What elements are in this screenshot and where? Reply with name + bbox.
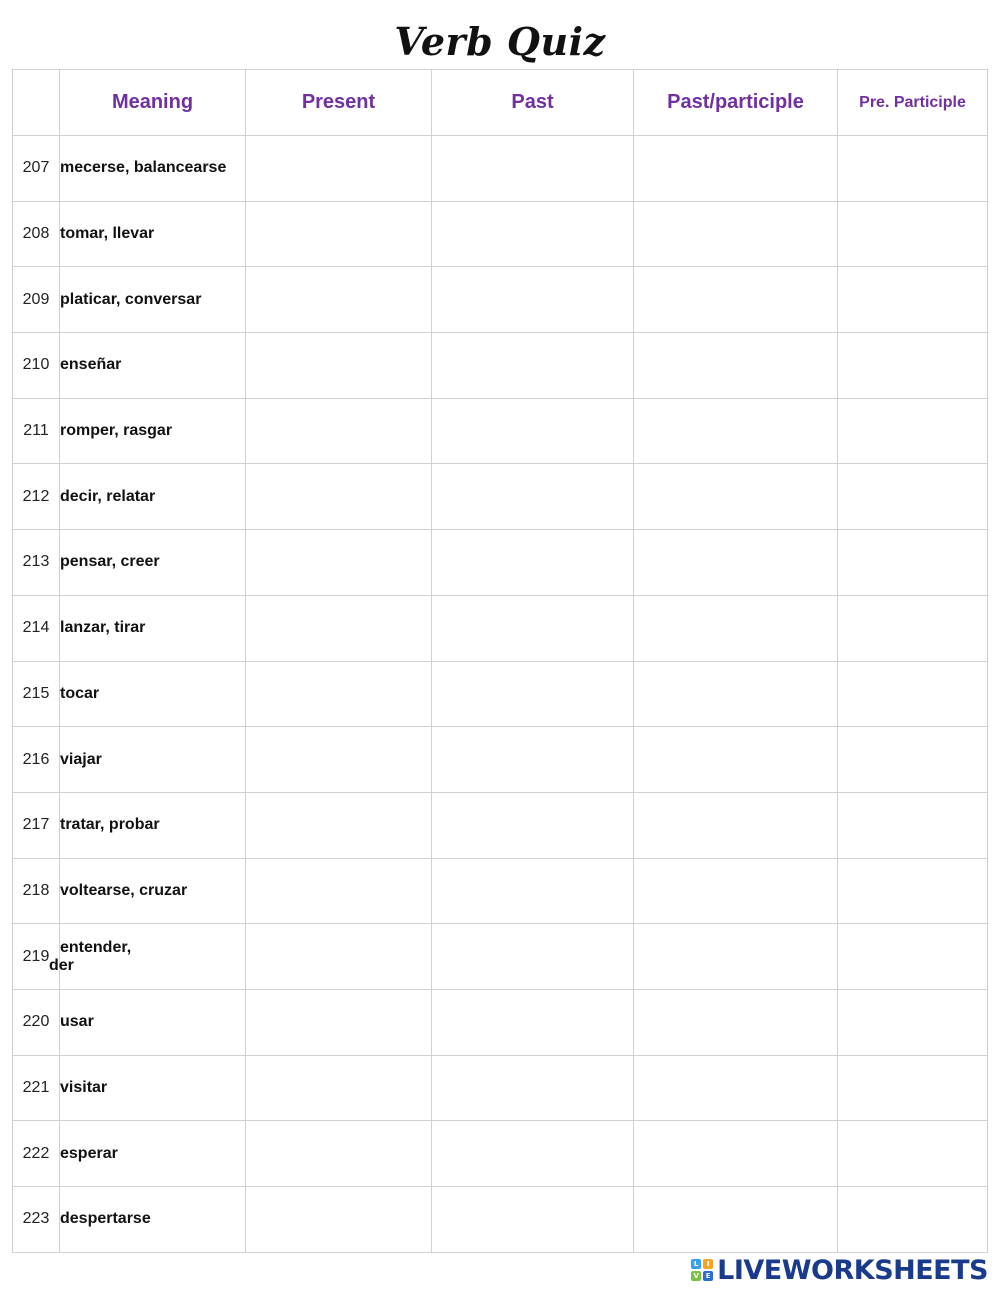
meaning-cell: [60, 727, 246, 793]
row-number: 213: [13, 530, 60, 596]
meaning-text: visitar: [60, 1078, 108, 1096]
present-answer-cell[interactable]: [246, 792, 432, 858]
past-participle-answer-cell[interactable]: [634, 1187, 838, 1253]
meaning-cell: [60, 1187, 246, 1253]
meaning-cell: [60, 595, 246, 661]
meaning-text: entender,: [60, 938, 132, 956]
meaning-cell: [60, 464, 246, 530]
past-participle-answer-cell[interactable]: [634, 201, 838, 267]
table-row: [13, 792, 988, 858]
table-row: [13, 1055, 988, 1121]
meaning-cell: [60, 530, 246, 596]
meaning-cell: [60, 792, 246, 858]
pre-participle-answer-cell[interactable]: [838, 464, 988, 530]
past-answer-cell[interactable]: [432, 858, 634, 924]
header-row: [13, 70, 988, 136]
table-row: [13, 924, 988, 990]
row-number: 221: [13, 1055, 60, 1121]
row-number: 208: [13, 201, 60, 267]
meaning-cell: [49, 924, 246, 990]
column-header-pre-participle: Pre. Participle: [838, 70, 988, 136]
past-answer-cell[interactable]: [432, 989, 634, 1055]
present-answer-cell[interactable]: [246, 858, 432, 924]
past-participle-answer-cell[interactable]: [634, 727, 838, 793]
meaning-cell: [60, 858, 246, 924]
table-row: [13, 464, 988, 530]
row-number: 222: [13, 1121, 60, 1187]
past-answer-cell[interactable]: [432, 661, 634, 727]
meaning-cell: [60, 333, 246, 399]
meaning-text: pensar, creer: [60, 553, 160, 571]
pre-participle-answer-cell[interactable]: [838, 530, 988, 596]
meaning-text: despertarse: [60, 1210, 151, 1228]
table-row: [13, 333, 988, 399]
pre-participle-answer-cell[interactable]: [838, 989, 988, 1055]
pre-participle-answer-cell[interactable]: [838, 1187, 988, 1253]
verb-quiz-table: [12, 69, 988, 1253]
past-answer-cell[interactable]: [432, 1055, 634, 1121]
past-participle-answer-cell[interactable]: [634, 1055, 838, 1121]
past-answer-cell[interactable]: [432, 398, 634, 464]
column-header-number: [13, 70, 60, 136]
meaning-text: tratar, probar: [60, 816, 160, 834]
present-answer-cell[interactable]: [246, 924, 432, 990]
past-answer-cell[interactable]: [432, 1121, 634, 1187]
meaning-cell: [60, 1121, 246, 1187]
row-number: 214: [13, 595, 60, 661]
past-participle-answer-cell[interactable]: [634, 333, 838, 399]
present-answer-cell[interactable]: [246, 136, 432, 202]
past-answer-cell[interactable]: [432, 792, 634, 858]
present-answer-cell[interactable]: [246, 595, 432, 661]
meaning-cell: [60, 989, 246, 1055]
past-answer-cell[interactable]: [432, 727, 634, 793]
present-answer-cell[interactable]: [246, 530, 432, 596]
present-answer-cell[interactable]: [246, 727, 432, 793]
pre-participle-answer-cell[interactable]: [838, 1121, 988, 1187]
meaning-cell: [60, 267, 246, 333]
pre-participle-answer-cell[interactable]: [838, 136, 988, 202]
pre-participle-answer-cell[interactable]: [838, 792, 988, 858]
meaning-cell: [60, 136, 246, 202]
present-answer-cell[interactable]: [246, 464, 432, 530]
column-header-present: Present: [246, 70, 432, 136]
meaning-cell: [60, 201, 246, 267]
table-row: [13, 661, 988, 727]
row-number: 207: [13, 136, 60, 202]
page-title: Verb Quiz: [394, 19, 606, 64]
present-answer-cell[interactable]: [246, 1187, 432, 1253]
meaning-text: tomar, llevar: [60, 225, 155, 243]
table-row: [13, 136, 988, 202]
pre-participle-answer-cell[interactable]: [838, 398, 988, 464]
pre-participle-answer-cell[interactable]: [838, 858, 988, 924]
past-answer-cell[interactable]: [432, 267, 634, 333]
present-answer-cell[interactable]: [246, 1121, 432, 1187]
row-number: 220: [13, 989, 60, 1055]
meaning-text: viajar: [60, 750, 102, 768]
past-participle-answer-cell[interactable]: [634, 924, 838, 990]
pre-participle-answer-cell[interactable]: [838, 727, 988, 793]
table-row: [13, 1187, 988, 1253]
logo-badge-tile: E: [703, 1271, 713, 1281]
meaning-text: enseñar: [60, 356, 122, 374]
table-row: [13, 727, 988, 793]
table-row: [13, 398, 988, 464]
table-row: [13, 201, 988, 267]
past-participle-answer-cell[interactable]: [634, 530, 838, 596]
quiz-body: [13, 136, 988, 1253]
logo-text: LIVEWORKSHEETS: [717, 1254, 988, 1286]
table-row: [13, 989, 988, 1055]
present-answer-cell[interactable]: [246, 398, 432, 464]
meaning-text: tocar: [60, 684, 100, 702]
logo-badge-icon: [691, 1259, 713, 1281]
present-answer-cell[interactable]: [246, 267, 432, 333]
pre-participle-answer-cell[interactable]: [838, 267, 988, 333]
past-participle-answer-cell[interactable]: [634, 267, 838, 333]
past-participle-answer-cell[interactable]: [634, 661, 838, 727]
past-answer-cell[interactable]: [432, 464, 634, 530]
past-participle-answer-cell[interactable]: [634, 464, 838, 530]
pre-participle-answer-cell[interactable]: [838, 1055, 988, 1121]
table-row: [13, 1121, 988, 1187]
past-answer-cell[interactable]: [432, 333, 634, 399]
past-participle-answer-cell[interactable]: [634, 989, 838, 1055]
present-answer-cell[interactable]: [246, 333, 432, 399]
logo-badge-tile: L: [691, 1259, 701, 1269]
row-number: 219: [13, 924, 60, 990]
column-header-past-participle: Past/participle: [634, 70, 838, 136]
pre-participle-answer-cell[interactable]: [838, 333, 988, 399]
table-row: [13, 858, 988, 924]
row-number: 218: [13, 858, 60, 924]
past-answer-cell[interactable]: [432, 136, 634, 202]
present-answer-cell[interactable]: [246, 201, 432, 267]
past-participle-answer-cell[interactable]: [634, 1121, 838, 1187]
row-number: 212: [13, 464, 60, 530]
meaning-cell: [60, 661, 246, 727]
meaning-text: esperar: [60, 1144, 118, 1162]
past-answer-cell[interactable]: [432, 1187, 634, 1253]
row-number: 223: [13, 1187, 60, 1253]
past-participle-answer-cell[interactable]: [634, 792, 838, 858]
past-participle-answer-cell[interactable]: [634, 858, 838, 924]
table-row: [13, 595, 988, 661]
meaning-text: lanzar, tirar: [60, 619, 146, 637]
table-row: [13, 267, 988, 333]
meaning-text: voltearse, cruzar: [60, 881, 188, 899]
pre-participle-answer-cell[interactable]: [838, 201, 988, 267]
meaning-text: platicar, conversar: [60, 290, 202, 308]
meaning-cell: [60, 398, 246, 464]
column-header-meaning: Meaning: [60, 70, 246, 136]
row-number: 216: [13, 727, 60, 793]
past-participle-answer-cell[interactable]: [634, 398, 838, 464]
meaning-text: usar: [60, 1013, 94, 1031]
pre-participle-answer-cell[interactable]: [838, 924, 988, 990]
past-participle-answer-cell[interactable]: [634, 136, 838, 202]
meaning-text: decir, relatar: [60, 487, 156, 505]
row-number: 211: [13, 398, 60, 464]
present-answer-cell[interactable]: [246, 989, 432, 1055]
row-number: 209: [13, 267, 60, 333]
past-answer-cell[interactable]: [432, 530, 634, 596]
pre-participle-answer-cell[interactable]: [838, 661, 988, 727]
past-answer-cell[interactable]: [432, 595, 634, 661]
liveworksheets-logo: [691, 1254, 988, 1286]
present-answer-cell[interactable]: [246, 661, 432, 727]
column-header-past: Past: [432, 70, 634, 136]
past-participle-answer-cell[interactable]: [634, 595, 838, 661]
meaning-text: romper, rasgar: [60, 422, 173, 440]
pre-participle-answer-cell[interactable]: [838, 595, 988, 661]
table-row: [13, 530, 988, 596]
meaning-text: mecerse, balancearse: [60, 159, 227, 177]
row-number: 210: [13, 333, 60, 399]
past-answer-cell[interactable]: [432, 201, 634, 267]
logo-badge-tile: V: [691, 1271, 701, 1281]
meaning-cell: [60, 1055, 246, 1121]
row-number: 217: [13, 792, 60, 858]
present-answer-cell[interactable]: [246, 1055, 432, 1121]
meaning-text-continued: der: [49, 956, 74, 974]
logo-badge-tile: I: [703, 1259, 713, 1269]
past-answer-cell[interactable]: [432, 924, 634, 990]
row-number: 215: [13, 661, 60, 727]
